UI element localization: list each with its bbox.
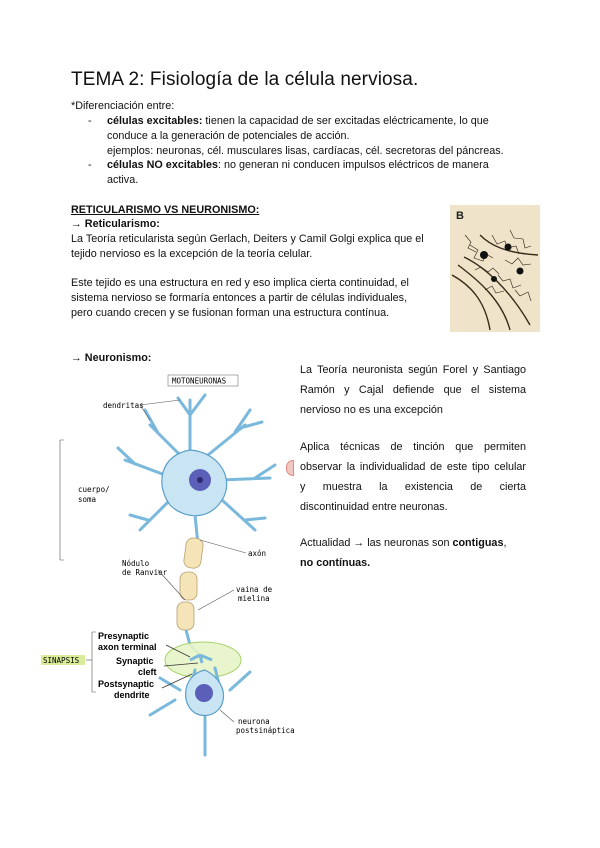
bullet-text: : no generan ni conducen impulsos eléctricos de manera	[218, 159, 489, 171]
section-heading: RETICULARISMO VS NEURONISMO:	[71, 204, 260, 216]
bullet-line: activa.	[107, 174, 139, 186]
neuronismo-text: Ramón y Cajal defiende que el sistema	[300, 384, 526, 396]
bullet-examples: ejemplos: neuronas, cél. musculares lisas, cardíacas, cél. secretoras del páncreas.	[107, 145, 504, 157]
sinapsis-label: SINAPSIS	[43, 656, 80, 665]
bullet-bold: células excitables:	[107, 115, 203, 127]
neuronismo-heading: → Neuronismo:	[71, 352, 152, 364]
neurona-label: neurona	[238, 717, 270, 726]
postsinaptica-label: postsináptica	[236, 726, 295, 735]
ranvier-label: de Ranvier	[122, 568, 168, 577]
actualidad-text	[300, 533, 506, 553]
neuron-diagram	[40, 370, 295, 765]
neuronismo-text: nervioso no es una excepción	[300, 404, 443, 416]
nodulo-label: Nódulo	[122, 559, 150, 568]
motoneuronas-label: MOTONEURONAS	[172, 376, 227, 386]
reticularismo-text: pero cuando crecen y se fusionan forman una estructura contínua.	[71, 307, 390, 319]
neuronismo-text: observar la individualidad de este tipo celular	[300, 461, 526, 473]
bullet-dash: -	[88, 159, 92, 171]
postsynaptic-nucleus	[195, 684, 213, 702]
neuronismo-text: La Teoría neuronista según Forel y Santiago	[300, 364, 526, 376]
reticularismo-heading: → Reticularismo:	[71, 218, 160, 230]
reticularismo-text: Este tejido es una estructura en red y eso implica cierta continuidad, el	[71, 277, 409, 289]
neuronismo-text: Aplica técnicas de tinción que permiten	[300, 441, 526, 453]
bullet-line: conduce a la generación de potenciales de acción.	[107, 130, 350, 142]
contiguas: contiguas	[452, 537, 504, 549]
neuron-drawing	[40, 370, 295, 765]
reticularismo-text: sistema nervioso se formaría entonces a partir de células individuales,	[71, 292, 408, 304]
synaptic-label: Synaptic	[116, 656, 154, 666]
page-title: TEMA 2: Fisiología de la célula nerviosa.	[71, 69, 419, 90]
soma-label: soma	[78, 495, 97, 504]
figure-label: B	[456, 210, 464, 222]
reticular-network-drawing	[450, 205, 540, 332]
bullet-dash: -	[88, 115, 92, 127]
reticular-network-image	[450, 205, 540, 332]
vaina-label: vaina de	[236, 585, 273, 594]
actualidad-comma: ,	[503, 537, 507, 549]
postsynaptic-label: Postsynaptic	[98, 679, 155, 689]
dendritas-label: dendritas	[103, 401, 144, 410]
bullet-bold: células NO excitables	[107, 159, 219, 171]
bullet-text: tienen la capacidad de ser excitadas eléctricamente, lo que	[202, 115, 489, 127]
neuronismo-text: y muestra la existencia de cierta	[300, 481, 526, 493]
axon-label: axón	[248, 549, 267, 558]
myelin-segment	[177, 602, 194, 630]
dendrite-label: dendrite	[114, 690, 150, 700]
myelin-segment	[180, 572, 197, 600]
no-continuas: no contínuas.	[300, 557, 371, 569]
presynaptic-label: Presynaptic	[98, 631, 150, 641]
myelin-segment	[183, 537, 204, 569]
neuronismo-text: discontinuidad entre neuronas.	[300, 501, 448, 513]
cleft-label: cleft	[138, 667, 157, 677]
reticularismo-text: tejido nervioso es la excepción de la teoría celular.	[71, 248, 313, 260]
mielina-label: mielina	[238, 594, 270, 603]
intro-text: *Diferenciación entre:	[71, 100, 175, 112]
actualidad-prefix: Actualidad → las neuronas son	[300, 537, 453, 549]
axon-terminal-label: axon terminal	[98, 642, 157, 652]
cuerpo-label: cuerpo/	[78, 485, 110, 494]
reticularismo-text: La Teoría reticularista según Gerlach, Deiters y Camil Golgi explica que el	[71, 233, 424, 245]
